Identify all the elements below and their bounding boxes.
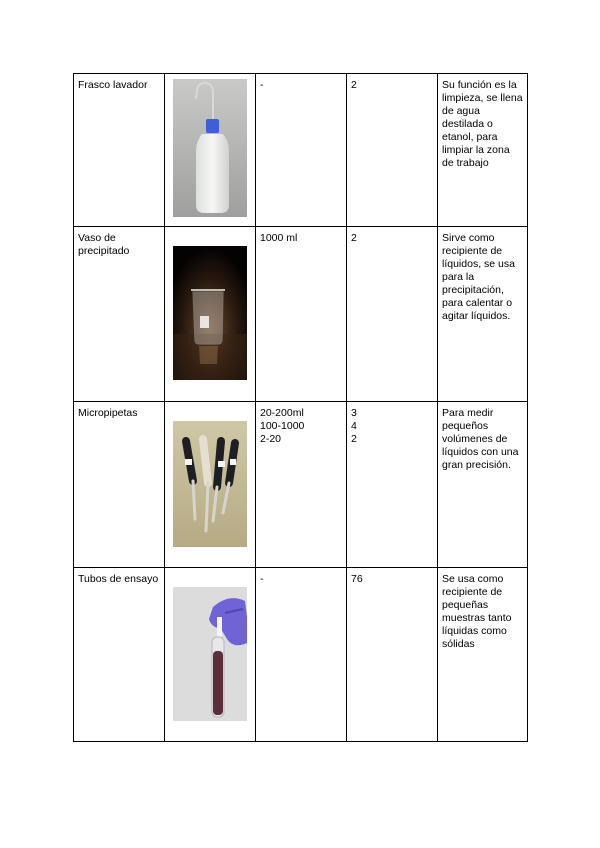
item-capacity: 20-200ml 100-1000 2-20	[256, 402, 347, 568]
item-name: Micropipetas	[74, 402, 165, 568]
item-description: Sirve como recipiente de líquidos, se usa para la precipitación, para calentar o agitar líquidos.	[438, 227, 528, 402]
wash-bottle-photo	[173, 79, 247, 217]
beaker-photo	[173, 246, 247, 380]
item-description: Para medir pequeños volúmenes de líquidos con una gran precisión.	[438, 402, 528, 568]
item-capacity: 1000 ml	[256, 227, 347, 402]
test-tube-photo	[173, 587, 247, 721]
item-quantity: 3 4 2	[347, 402, 438, 568]
item-name: Frasco lavador	[74, 74, 165, 227]
table-row	[74, 74, 528, 227]
micropipettes-photo	[173, 421, 247, 547]
item-quantity: 2	[347, 74, 438, 227]
item-name: Tubos de ensayo	[74, 568, 165, 742]
item-description: Se usa como recipiente de pequeñas muestras tanto líquidas como sólidas	[438, 568, 528, 742]
item-quantity: 76	[347, 568, 438, 742]
table-row	[74, 227, 528, 402]
item-image-cell	[165, 568, 256, 742]
item-quantity: 2	[347, 227, 438, 402]
item-capacity: -	[256, 74, 347, 227]
table-row	[74, 402, 528, 568]
item-image-cell	[165, 402, 256, 568]
table-row	[74, 568, 528, 742]
item-image-cell	[165, 74, 256, 227]
equipment-table	[73, 73, 528, 742]
item-name: Vaso de precipitado	[74, 227, 165, 402]
item-description: Su función es la limpieza, se llena de agua destilada o etanol, para limpiar la zona de trabajo	[438, 74, 528, 227]
item-image-cell	[165, 227, 256, 402]
item-capacity: -	[256, 568, 347, 742]
